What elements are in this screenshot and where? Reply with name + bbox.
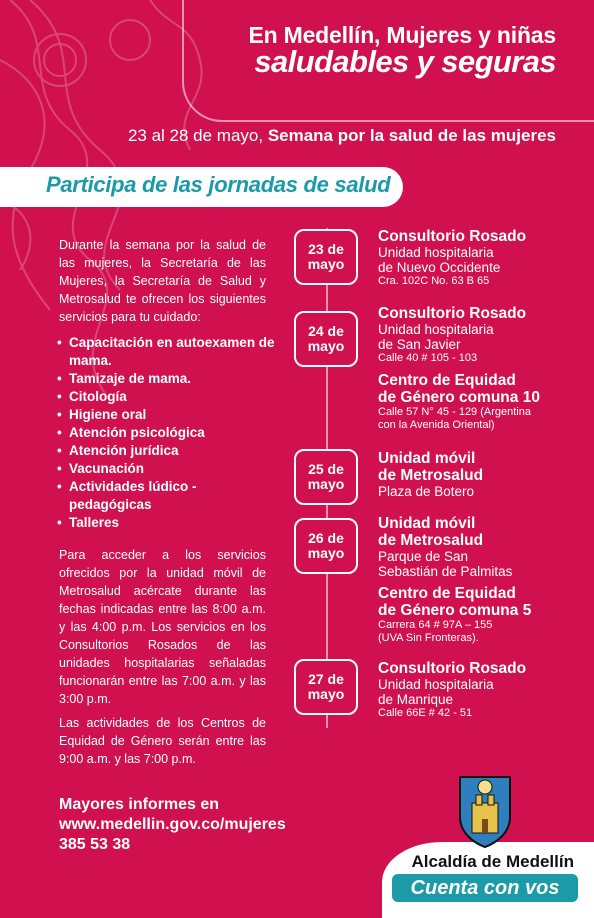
location-name: Centro de Equidad <box>378 585 516 602</box>
location-place: Plaza de Botero <box>378 484 475 499</box>
location-name: Consultorio Rosado <box>378 228 527 245</box>
date-badge <box>294 229 358 285</box>
contact-info <box>59 795 286 855</box>
page-title-line2: saludables y seguras <box>254 44 556 79</box>
location-place: Unidad hospitalaria <box>378 322 494 337</box>
service-item: • Actividades lúdico - pedagógicas <box>57 478 279 514</box>
location-place: Sebastián de Palmitas <box>378 564 513 579</box>
location-address: Calle 66E # 42 - 51 <box>378 707 473 719</box>
service-item: • Citología <box>57 388 279 406</box>
service-item: • Vacunación <box>57 460 279 478</box>
schedule-entry <box>378 372 578 432</box>
service-item: • Atención psicológica <box>57 424 279 442</box>
location-place: Unidad hospitalaria <box>378 677 494 692</box>
location-address: con la Avenida Oriental) <box>378 419 495 431</box>
contact-phone: 385 53 38 <box>59 836 131 853</box>
date-badge-day: 25 de <box>308 461 344 477</box>
location-name: de Metrosalud <box>378 532 484 549</box>
location-name: Unidad móvil <box>378 515 476 532</box>
location-address: Calle 40 # 105 - 103 <box>378 352 478 364</box>
service-item: • Talleres <box>57 514 279 532</box>
service-item: • Atención jurídica <box>57 442 279 460</box>
date-badge-month: mayo <box>307 476 345 492</box>
event-week-name: Semana por la salud de las mujeres <box>267 126 556 145</box>
date-badge-month: mayo <box>307 545 345 561</box>
location-place: de San Javier <box>378 337 461 352</box>
location-address: Carrera 64 # 97A – 155 <box>378 619 493 631</box>
date-badge-day: 23 de <box>308 241 344 257</box>
location-place: Unidad hospitalaria <box>378 245 494 260</box>
event-dates-line <box>128 126 556 146</box>
access-hours-paragraph: Para acceder a los servicios ofrecidos por la unidad móvil de Metrosalud acércate durante las fechas indicadas entre las 8:00 a.m. y las 4:00 p.m. Los servicios en los Consultorios Rosados de las unidades hospitalarias señaladas funcionarán entre las 7:00 a.m. y las 3:00 p.m. <box>59 548 266 706</box>
date-badge-day: 24 de <box>308 323 344 339</box>
location-name: Centro de Equidad <box>378 372 516 389</box>
schedule-entry <box>378 585 578 645</box>
date-badge-day: 27 de <box>308 671 344 687</box>
date-badge-month: mayo <box>307 686 345 702</box>
location-name: Consultorio Rosado <box>378 305 527 322</box>
location-address: Cra. 102C No. 63 B 65 <box>378 275 490 287</box>
date-badge <box>294 311 358 367</box>
date-badge <box>294 518 358 574</box>
location-name: de Género comuna 5 <box>378 602 532 619</box>
location-place: de Nuevo Occidente <box>378 260 501 275</box>
date-badge-day: 26 de <box>308 530 344 546</box>
service-item: • Higiene oral <box>57 406 279 424</box>
schedule-entry <box>378 450 578 499</box>
service-item: • Tamizaje de mama. <box>57 370 279 388</box>
schedule-entry <box>378 228 578 288</box>
location-address: (UVA Sin Fronteras). <box>378 632 479 644</box>
location-name: Consultorio Rosado <box>378 660 527 677</box>
location-place: Parque de San <box>378 549 469 564</box>
logo-tagline: Cuenta con vos <box>392 874 578 902</box>
location-name: de Metrosalud <box>378 467 484 484</box>
date-badge-month: mayo <box>307 256 345 272</box>
date-badge <box>294 659 358 715</box>
intro-paragraph: Durante la semana por la salud de las mujeres, la Secretaría de las Mujeres, la Secretaría de Salud y Metrosalud te ofrecen los siguientes servicios para tu cuidado: <box>59 238 266 324</box>
schedule-entry <box>378 305 578 365</box>
date-badge-month: mayo <box>307 338 345 354</box>
contact-website: www.medellin.gov.co/mujeres <box>59 816 286 833</box>
date-badge <box>294 449 358 505</box>
schedule-entry <box>378 515 578 579</box>
logo-name: Alcaldía de Medellín <box>411 852 574 871</box>
services-list <box>57 334 279 532</box>
equity-centers-paragraph: Las actividades de los Centros de Equidad de Género serán entre las 9:00 a.m. y las 7:00 p.m. <box>59 716 266 766</box>
location-name: de Género comuna 10 <box>378 389 540 406</box>
banner-heading: Participa de las jornadas de salud <box>46 172 391 197</box>
location-place: de Manrique <box>378 692 454 707</box>
location-name: Unidad móvil <box>378 450 476 467</box>
event-dates-range: 23 al 28 de mayo, <box>127 126 268 145</box>
schedule-entry <box>378 660 578 720</box>
page-title-line1: En Medellín, Mujeres y niñas <box>248 22 556 48</box>
service-item: • Capacitación en autoexamen de mama. <box>57 334 279 370</box>
coat-of-arms-icon <box>456 773 514 849</box>
location-address: Calle 57 N° 45 - 129 (Argentina <box>378 406 531 418</box>
contact-label: Mayores informes en <box>59 796 220 813</box>
